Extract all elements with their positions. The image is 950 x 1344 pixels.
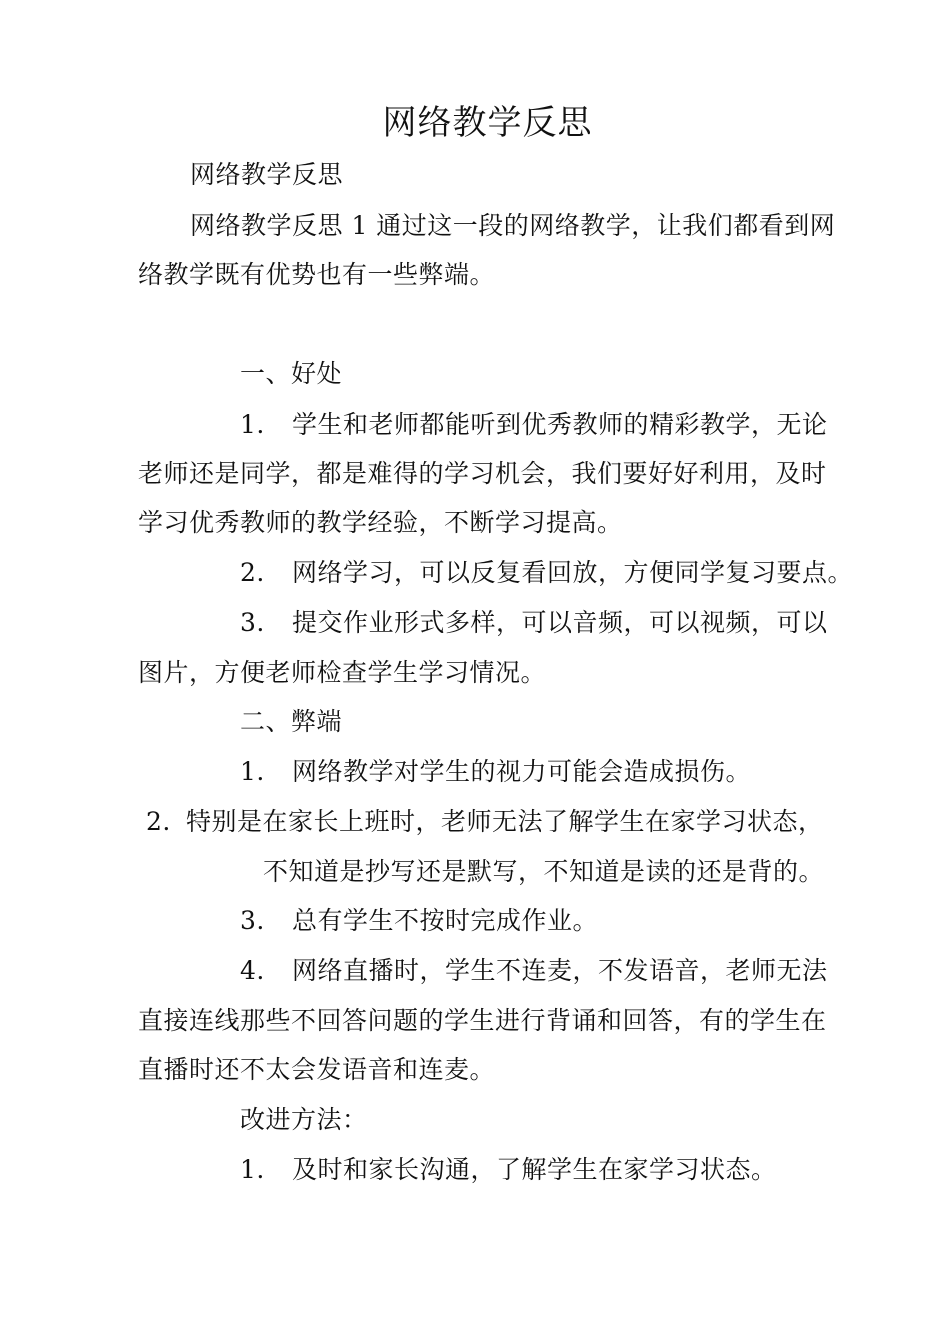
list-number: 2.	[146, 807, 171, 836]
pros-item-3-line-2: 图片，方便老师检查学生学习情况。	[138, 658, 547, 687]
pros-item-1-line-3: 学习优秀教师的教学经验，不断学习提高。	[138, 508, 623, 537]
list-item-text: 学生和老师都能听到优秀教师的精彩教学，无论	[292, 410, 828, 439]
cons-item-3	[240, 904, 598, 938]
list-number: 1.	[240, 757, 265, 786]
improve-item-1	[240, 1153, 777, 1187]
section-heading-cons: 二、弊端	[240, 707, 343, 736]
section-heading-improve: 改进方法：	[240, 1105, 368, 1134]
cons-item-4-line-2: 直接连线那些不回答问题的学生进行背诵和回答，有的学生在	[138, 1006, 827, 1035]
document-title: 网络教学反思	[382, 103, 593, 143]
list-item-text: 特别是在家长上班时，老师无法了解学生在家学习状态，	[186, 807, 824, 836]
cons-item-2-line-2: 不知道是抄写还是默写，不知道是读的还是背的。	[263, 857, 825, 886]
list-item-text: 及时和家长沟通，了解学生在家学习状态。	[292, 1155, 777, 1184]
list-item-text: 网络学习，可以反复看回放，方便同学复习要点。	[292, 558, 854, 587]
intro-line-1: 网络教学反思 1 通过这一段的网络教学，让我们都看到网	[190, 211, 836, 240]
document-subtitle: 网络教学反思	[190, 160, 344, 189]
intro-line-2: 络教学既有优势也有一些弊端。	[138, 260, 496, 289]
list-item-text: 网络直播时，学生不连麦，不发语音，老师无法	[292, 956, 828, 985]
pros-item-1-line-2: 老师还是同学，都是难得的学习机会，我们要好好利用，及时	[138, 459, 827, 488]
cons-item-2-first-line	[146, 805, 824, 839]
list-number: 4.	[240, 956, 265, 985]
list-number: 1.	[240, 410, 265, 439]
section-heading-pros: 一、好处	[240, 359, 343, 388]
list-number: 1.	[240, 1155, 265, 1184]
cons-item-1	[240, 755, 751, 789]
cons-item-4-line-3: 直播时还不太会发语音和连麦。	[138, 1055, 496, 1084]
list-item-text: 总有学生不按时完成作业。	[292, 906, 599, 935]
list-item-text: 网络教学对学生的视力可能会造成损伤。	[292, 757, 752, 786]
cons-item-4-first-line	[240, 954, 828, 988]
list-number: 3.	[240, 608, 265, 637]
pros-item-1-first-line	[240, 408, 828, 442]
pros-item-2	[240, 556, 853, 590]
pros-item-3-first-line	[240, 606, 828, 640]
list-number: 3.	[240, 906, 265, 935]
list-item-text: 提交作业形式多样，可以音频，可以视频，可以	[292, 608, 828, 637]
list-number: 2.	[240, 558, 265, 587]
